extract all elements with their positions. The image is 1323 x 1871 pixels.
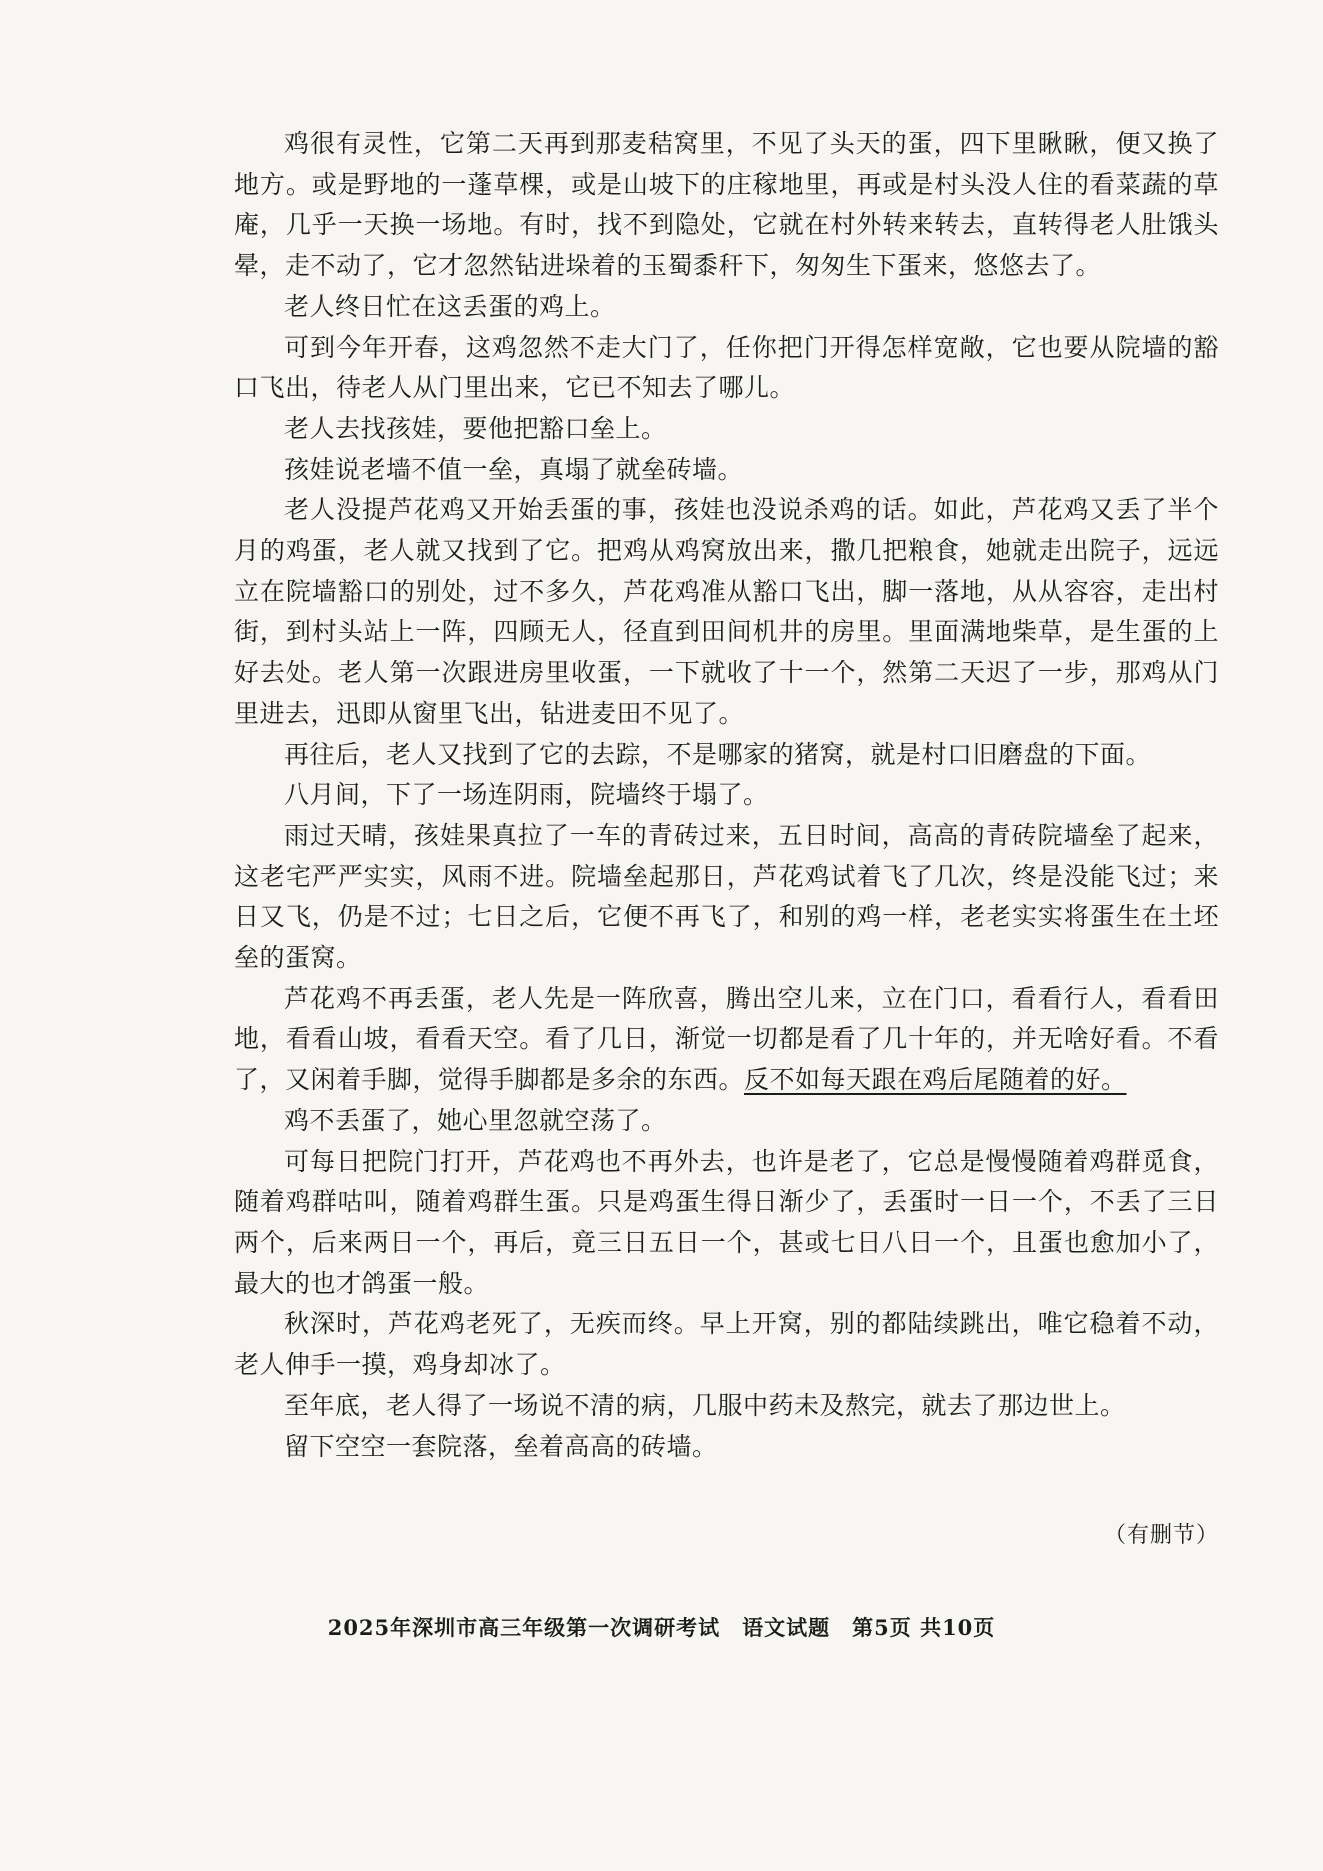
paragraph: 八月间，下了一场连阴雨，院墙终于塌了。	[284, 780, 769, 810]
paragraph: 再往后，老人又找到了它的去踪，不是哪家的猪窝，就是村口旧磨盘的下面。	[284, 739, 1152, 769]
paragraph: 留下空空一套院落，垒着高高的砖墙。	[284, 1431, 718, 1461]
paragraph: 老人去找孩娃，要他把豁口垒上。	[284, 413, 667, 443]
source-note: （有删节）	[1103, 1523, 1219, 1548]
paragraph: 鸡很有灵性，它第二天再到那麦秸窝里，不见了头天的蛋，四下里瞅瞅，便又换了地方。或是野地的一蓬草棵，或是山坡下的庄稼地里，再或是村头没人住的看菜蔬的草庵，几乎一天换一场地。有时，找不到隐处，它就在村外转来转去，直转得老人肚饿头晕，走不动了，它才忽然钻进垛着的玉蜀黍秆下，匆匆生下蛋来，悠悠去了。	[234, 129, 1219, 281]
paragraph: 秋深时，芦花鸡老死了，无疾而终。早上开窝，别的都陆续跳出，唯它稳着不动，老人伸手一摸，鸡身却冰了。	[234, 1309, 1219, 1380]
story-text	[234, 124, 1219, 1467]
page-footer: 2025年深圳市高三年级第一次调研考试 语文试题 第5页 共10页	[327, 1615, 996, 1640]
paragraph-text: 芦花鸡不再丢蛋，老人先是一阵欣喜，腾出空儿来，立在门口，看看行人，看看田地，看看山坡，看看天空。看了几日，渐觉一切都是看了几十年的，并无啥好看。不看了，又闲着手脚，觉得手脚都是多余的东西。	[234, 983, 1219, 1095]
paragraph: 老人终日忙在这丢蛋的鸡上。	[284, 291, 616, 321]
paragraph: 老人没提芦花鸡又开始丢蛋的事，孩娃也没说杀鸡的话。如此，芦花鸡又丢了半个月的鸡蛋，老人就又找到了它。把鸡从鸡窝放出来，撒几把粮食，她就走出院子，远远立在院墙豁口的别处，过不多久，芦花鸡准从豁口飞出，脚一落地，从从容容，走出村街，到村头站上一阵，四顾无人，径直到田间机井的房里。里面满地柴草，是生蛋的上好去处。老人第一次跟进房里收蛋，一下就收了十一个，然第二天迟了一步，那鸡从门里进去，迅即从窗里飞出，钻进麦田不见了。	[234, 495, 1219, 728]
paragraph: 鸡不丢蛋了，她心里忽就空荡了。	[284, 1105, 667, 1135]
paragraph-with-underline	[234, 979, 1219, 1101]
paragraph: 可每日把院门打开，芦花鸡也不再外去，也许是老了，它总是慢慢随着鸡群觅食，随着鸡群咕叫，随着鸡群生蛋。只是鸡蛋生得日渐少了，丢蛋时一日一个，不丢了三日两个，后来两日一个，再后，竟三日五日一个，甚或七日八日一个，且蛋也愈加小了，最大的也才鸽蛋一般。	[234, 1146, 1219, 1298]
paragraph: 至年底，老人得了一场说不清的病，几服中药未及熬完，就去了那边世上。	[284, 1390, 1126, 1420]
underlined-sentence: 反不如每天跟在鸡后尾随着的好。	[744, 1065, 1127, 1095]
paragraph: 雨过天晴，孩娃果真拉了一车的青砖过来，五日时间，高高的青砖院墙垒了起来，这老宅严严实实，风雨不进。院墙垒起那日，芦花鸡试着飞了几次，终是没能飞过；来日又飞，仍是不过；七日之后，它便不再飞了，和别的鸡一样，老老实实将蛋生在土坯垒的蛋窝。	[234, 820, 1219, 973]
paragraph: 可到今年开春，这鸡忽然不走大门了，任你把门开得怎样宽敞，它也要从院墙的豁口飞出，待老人从门里出来，它已不知去了哪儿。	[234, 332, 1219, 403]
paragraph: 孩娃说老墙不值一垒，真塌了就垒砖墙。	[284, 454, 744, 484]
